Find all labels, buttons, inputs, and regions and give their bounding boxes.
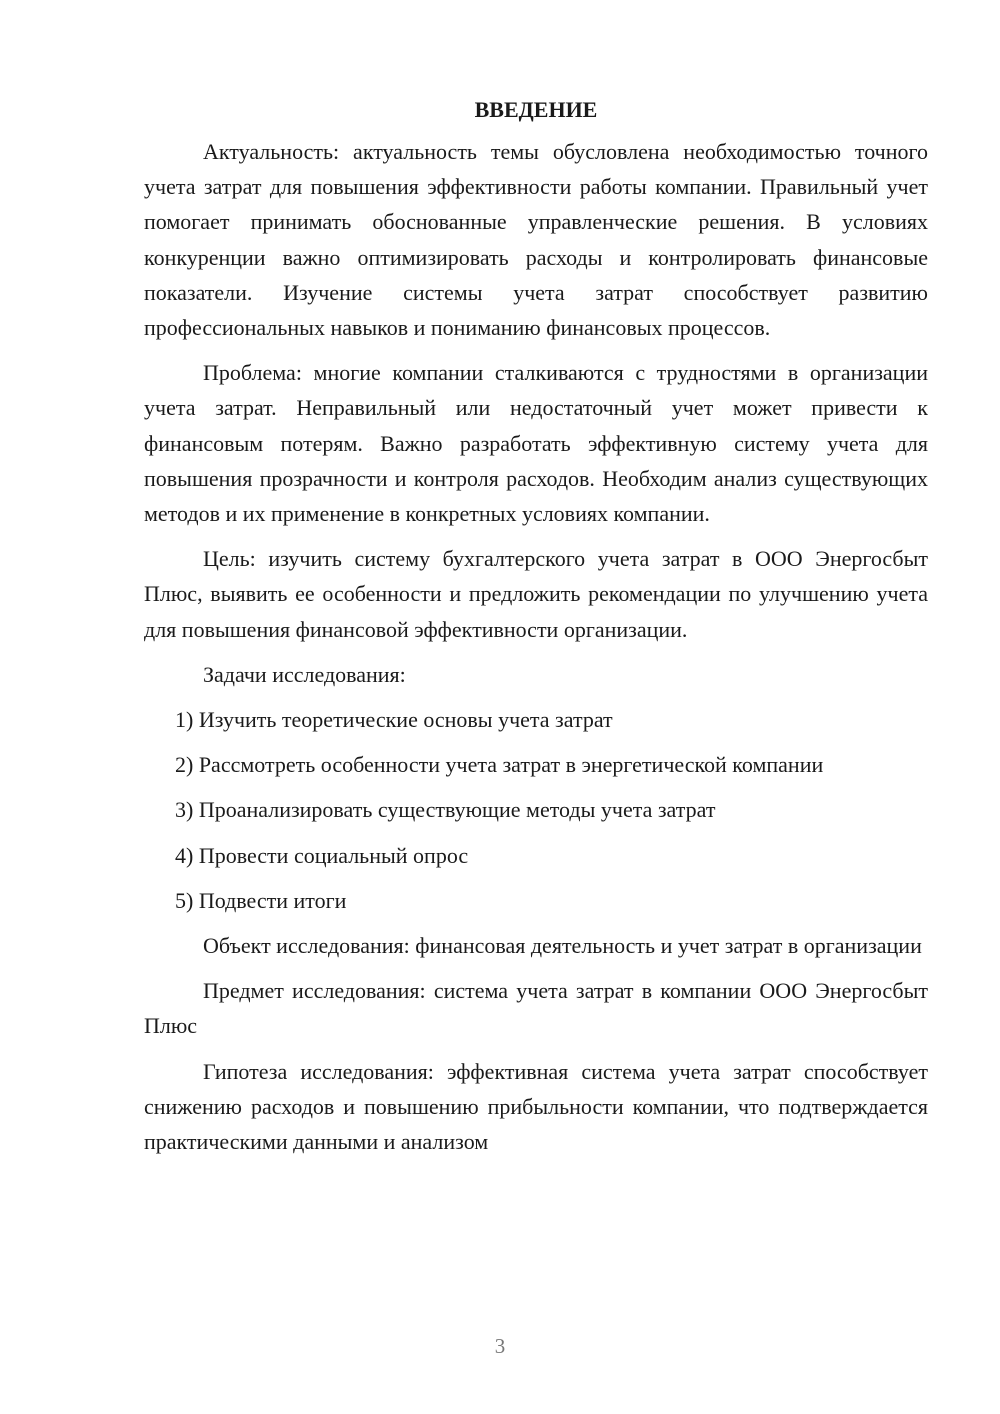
- page-number: 3: [494, 1334, 506, 1358]
- paragraph-subject: Предмет исследования: система учета затрат в компании ООО Энергосбыт Плюс: [144, 978, 928, 1039]
- paragraph-hypothesis: Гипотеза исследования: эффективная система учета затрат способствует снижению расходов и повышению прибыльности компании, что подтверждается практическими данными и анализом: [144, 1058, 928, 1155]
- tasks-heading: Задачи исследования:: [203, 661, 406, 687]
- paragraph-object: Объект исследования: финансовая деятельность и учет затрат в организации: [203, 933, 922, 959]
- paragraph-problem: Проблема: многие компании сталкиваются с трудностями в организации учета затрат. Неправильный или недостаточный учет может привести к финансовым потерям. Важно разработать эффективную систему учета для повышения прозрачности и контроля расходов. Необходим анализ существующих методов и их применение в конкретных условиях компании.: [144, 360, 928, 527]
- task-item-2: 2) Рассмотреть особенности учета затрат в энергетической компании: [175, 752, 824, 778]
- document-page: [144, 92, 928, 1169]
- paragraph-goal: Цель: изучить систему бухгалтерского учета затрат в ООО Энергосбыт Плюс, выявить ее особенности и предложить рекомендации по улучшению учета для повышения финансовой эффективности организации.: [144, 546, 928, 642]
- task-item-1: 1) Изучить теоретические основы учета затрат: [175, 707, 613, 733]
- section-title: ВВЕДЕНИЕ: [474, 97, 598, 122]
- task-item-3: 3) Проанализировать существующие методы учета затрат: [175, 797, 716, 823]
- task-item-4: 4) Провести социальный опрос: [175, 842, 469, 868]
- task-item-5: 5) Подвести итоги: [175, 887, 347, 913]
- paragraph-relevance: Актуальность: актуальность темы обусловлена необходимостью точного учета затрат для повышения эффективности работы компании. Правильный учет помогает принимать обоснованные управленческие решения. В условиях конкуренции важно оптимизировать расходы и контролировать финансовые показатели. Изучение системы учета затрат способствует развитию профессиональных навыков и пониманию финансовых процессов.: [144, 139, 928, 341]
